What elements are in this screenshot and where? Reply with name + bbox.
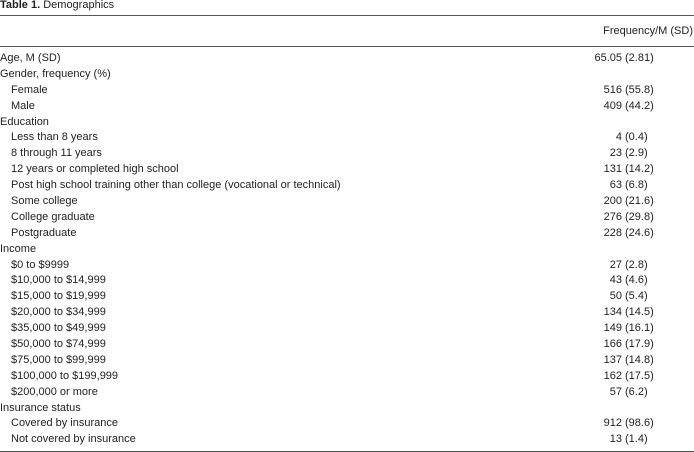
table-row — [0, 210, 694, 226]
table-row-group-heading — [0, 401, 694, 417]
row-label: Female — [11, 83, 48, 96]
row-label: Education — [0, 115, 49, 128]
table-row — [0, 194, 694, 210]
row-label: $50,000 to $74,999 — [11, 338, 106, 351]
value-frequency: 162 — [603, 369, 622, 382]
row-label: Gender, frequency (%) — [0, 67, 111, 80]
table-body — [0, 47, 694, 448]
value-frequency: 43 — [609, 274, 622, 287]
value-percent: (17.5) — [625, 369, 654, 382]
row-value — [604, 194, 662, 210]
row-label: Age, M (SD) — [0, 52, 61, 64]
row-label: $10,000 to $14,999 — [11, 274, 106, 287]
value-frequency: 50 — [609, 290, 622, 303]
row-label: Postgraduate — [11, 226, 77, 239]
table-row-group-heading — [0, 242, 694, 258]
row-label: $100,000 to $199,999 — [11, 369, 119, 382]
value-frequency: 200 — [603, 195, 622, 208]
value-percent: (98.6) — [625, 417, 654, 430]
table-row — [0, 353, 694, 369]
row-label: $200,000 or more — [11, 385, 98, 398]
table-row — [0, 305, 694, 321]
row-label: 12 years or completed high school — [11, 163, 179, 176]
table-row — [0, 369, 694, 385]
value-frequency: 63 — [609, 179, 622, 192]
value-percent: (17.9) — [625, 338, 654, 351]
table-row — [0, 337, 694, 353]
table-number: Table 1. — [0, 0, 41, 11]
row-value — [604, 369, 662, 385]
row-value — [610, 385, 662, 401]
value-frequency: 409 — [603, 99, 622, 112]
value-percent: (29.8) — [625, 210, 654, 223]
row-label: $35,000 to $49,999 — [11, 322, 106, 335]
value-percent: (6.2) — [625, 385, 648, 398]
table-row — [0, 83, 694, 99]
row-label: $75,000 to $99,999 — [11, 353, 106, 366]
table-row — [0, 99, 694, 115]
table-row — [0, 146, 694, 162]
value-percent: (4.6) — [625, 274, 648, 287]
value-percent: (16.1) — [625, 322, 654, 335]
row-label: College graduate — [11, 210, 95, 223]
row-value — [610, 258, 662, 274]
row-label: 8 through 11 years — [11, 147, 102, 160]
row-label: Male — [11, 99, 35, 112]
value-percent: (1.4) — [625, 433, 648, 446]
table-row — [0, 273, 694, 289]
value-percent: (24.6) — [625, 226, 654, 239]
value-frequency: 137 — [603, 353, 622, 366]
value-frequency: 166 — [603, 338, 622, 351]
table-row — [0, 162, 694, 178]
value-percent: (5.4) — [625, 290, 648, 303]
row-value — [604, 99, 662, 115]
row-label: $0 to $9999 — [11, 258, 70, 271]
value-percent: (21.6) — [625, 195, 654, 208]
value-percent: (2.9) — [625, 147, 648, 160]
value-frequency: 57 — [609, 385, 622, 398]
table-caption — [0, 0, 694, 15]
value-frequency: 228 — [603, 226, 622, 239]
row-value — [610, 178, 662, 194]
row-label: Covered by insurance — [11, 417, 119, 430]
table-row — [0, 130, 694, 146]
row-value — [610, 289, 662, 305]
row-value — [604, 162, 662, 178]
row-value — [610, 146, 662, 162]
value-frequency: 276 — [603, 210, 622, 223]
value-percent: (55.8) — [625, 83, 654, 96]
table-row — [0, 289, 694, 305]
table-row — [0, 258, 694, 274]
table-header — [0, 16, 694, 46]
value-percent: (14.2) — [625, 163, 654, 176]
value-frequency: 912 — [603, 417, 622, 430]
table-row-group-heading — [0, 115, 694, 131]
value-frequency: 516 — [603, 83, 622, 96]
row-value — [604, 416, 662, 432]
value-percent: (2.8) — [625, 258, 648, 271]
value-percent: (0.4) — [625, 131, 648, 144]
value-percent: (6.8) — [625, 179, 648, 192]
row-value — [616, 130, 662, 146]
table-row — [0, 321, 694, 337]
value-frequency: 149 — [603, 322, 622, 335]
row-value — [604, 305, 662, 321]
value-frequency: 4 — [615, 131, 622, 144]
row-value — [604, 83, 662, 99]
table-row-group-heading — [0, 67, 694, 83]
value-frequency: 13 — [609, 433, 622, 446]
row-label: Some college — [11, 195, 78, 208]
value-frequency: 27 — [609, 258, 622, 271]
table-row-group-heading — [0, 51, 694, 67]
row-label: Post high school training other than college (vocational or technical) — [11, 179, 341, 192]
table-row — [0, 178, 694, 194]
value-percent: (14.8) — [625, 353, 654, 366]
row-label: Not covered by insurance — [11, 433, 136, 446]
row-value — [604, 353, 662, 369]
table-row — [0, 432, 694, 448]
value-frequency: 65.05 — [594, 52, 622, 64]
row-value — [594, 51, 662, 67]
row-label: $15,000 to $19,999 — [11, 290, 106, 303]
row-value — [604, 226, 662, 242]
value-frequency: 23 — [609, 147, 622, 160]
row-value — [604, 321, 662, 337]
row-label: Income — [0, 242, 37, 255]
value-frequency: 131 — [603, 163, 622, 176]
table-row — [0, 226, 694, 242]
row-value — [610, 432, 662, 448]
row-label: Insurance status — [0, 401, 81, 414]
row-value — [604, 210, 662, 226]
value-frequency: 134 — [603, 306, 622, 319]
value-percent: (14.5) — [625, 306, 654, 319]
row-label: $20,000 to $34,999 — [11, 306, 106, 319]
row-value — [604, 337, 662, 353]
column-header-frequency: Frequency/M (SD) — [603, 25, 693, 37]
value-percent: (44.2) — [625, 99, 654, 112]
row-label: Less than 8 years — [11, 131, 98, 144]
table-title: Demographics — [43, 0, 115, 11]
row-value — [610, 273, 662, 289]
value-percent: (2.81) — [625, 52, 654, 64]
table-row — [0, 385, 694, 401]
table-row — [0, 416, 694, 432]
